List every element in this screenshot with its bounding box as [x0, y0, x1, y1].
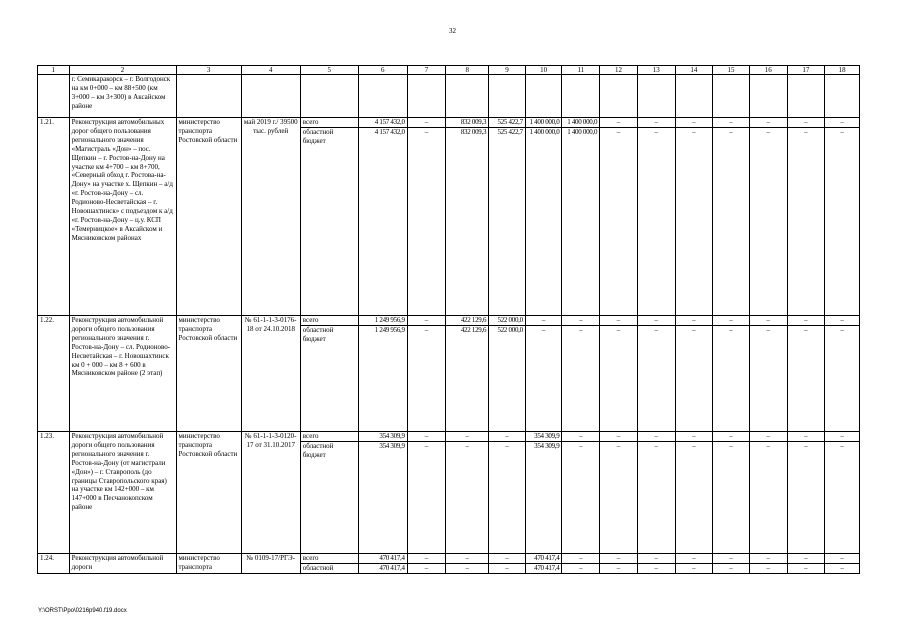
value-cell: –	[749, 432, 787, 442]
value-cell: –	[407, 554, 446, 564]
value-cell: 470 417,4	[525, 564, 562, 574]
value-cell: –	[713, 442, 750, 554]
row-name: Реконструкция автомобильных дорог общего пользования регионального значения «Магистраль «Дон» – пос. Щепкин – г. Ростов-на-Дону на участке км 4+700 – км 8+700, «Северный обход г. Ростова-на-Дону» на участке х. Щепкин – а/д «г. Ростов-на-Дону – сл. Родионово-Несветайская – г. Новошахтинск» с подъездом к а/д «г. Ростов-на-Дону – ц.у. КСП «Темерницкое» в Аксайском и Мясниковском районах	[69, 118, 176, 316]
funding-source: всего	[300, 432, 358, 442]
value-cell: –	[489, 432, 526, 442]
value-cell: 525 422,7	[489, 128, 526, 316]
value-cell: –	[562, 554, 600, 564]
value-cell: –	[600, 128, 638, 316]
value-cell: –	[749, 554, 787, 564]
value-cell: –	[825, 442, 860, 554]
column-number-2: 2	[69, 66, 176, 75]
row-name: Реконструкция автомобильной дороги общего пользования регионального значения г. Ростов-на-Дону – сл. Родионово-Несветайская – г. Новошахтинск км 0 + 000 – км 8 + 600 в Мясниковском районе (2 этап)	[69, 316, 176, 432]
value-cell: –	[562, 326, 600, 432]
value-cell: –	[787, 564, 825, 574]
value-cell: 354 309,9	[358, 442, 407, 554]
value-cell: –	[600, 564, 638, 574]
row-name: Реконструкция автомобильной дороги общего пользования регионального значения г. Ростов-на-Дону (от магистрали «Дон») – г. Ставрополь (до границы Ставропольского края) на участке км 142+000 – км 147+000 в Песчанокопском районе	[69, 432, 176, 554]
value-cell: –	[675, 432, 713, 442]
column-number-5: 5	[300, 66, 358, 75]
row-executor: министерство транспорта Ростовской области	[176, 118, 241, 316]
column-number-9: 9	[489, 66, 526, 75]
value-cell: –	[787, 326, 825, 432]
value-cell: –	[825, 326, 860, 432]
value-cell: 4 157 432,0	[358, 128, 407, 316]
value-cell: 470 417,4	[358, 554, 407, 564]
value-cell: 470 417,4	[525, 554, 562, 564]
value-cell: –	[600, 554, 638, 564]
funding-source: областной бюджет	[300, 128, 358, 316]
value-cell: –	[787, 432, 825, 442]
value-cell: –	[637, 442, 675, 554]
row-name: Реконструкция автомобильной дороги	[69, 554, 176, 574]
value-cell: –	[407, 432, 446, 442]
value-cell: –	[637, 564, 675, 574]
column-number-1: 1	[38, 66, 70, 75]
value-cell: 522 000,0	[489, 326, 526, 432]
value-cell: 832 009,3	[446, 118, 489, 128]
funding-source: всего	[300, 554, 358, 564]
value-cell: 1 400 000,0	[525, 128, 562, 316]
value-cell: 1 400 000,0	[525, 118, 562, 128]
value-cell: –	[787, 118, 825, 128]
value-cell: –	[749, 564, 787, 574]
value-cell: –	[675, 554, 713, 564]
column-number-18: 18	[825, 66, 860, 75]
value-cell: –	[675, 326, 713, 432]
continuation-row	[38, 75, 860, 118]
value-cell: –	[675, 128, 713, 316]
value-cell: –	[825, 554, 860, 564]
column-number-13: 13	[637, 66, 675, 75]
value-cell: –	[600, 432, 638, 442]
row-index: 1.24.	[38, 554, 70, 574]
value-cell: –	[407, 118, 446, 128]
column-number-6: 6	[358, 66, 407, 75]
index-cell	[38, 75, 70, 118]
name-cell: г. Семикаракорск – г. Волгодонск на км 0+000 – км 88+500 (км 3+000 – км 3+300) в Аксайском районе	[69, 75, 176, 118]
value-cell: 522 000,0	[489, 316, 526, 326]
value-cell: –	[600, 118, 638, 128]
value-cell: 470 417,4	[358, 564, 407, 574]
value-cell: –	[675, 564, 713, 574]
column-number-16: 16	[749, 66, 787, 75]
value-cell: –	[600, 442, 638, 554]
value-cell: –	[600, 316, 638, 326]
file-path-footer: Y:\ORST\Ppo\0216p940.f19.docx	[38, 608, 127, 614]
column-number-14: 14	[675, 66, 713, 75]
row-executor: министерство транспорта Ростовской области	[176, 432, 241, 554]
budget-table	[37, 65, 860, 574]
funding-source: областной бюджет	[300, 326, 358, 432]
row-document: май 2019 г./ 39500 тыс. рублей	[241, 118, 300, 316]
value-cell: –	[713, 316, 750, 326]
row-document: № 0109-17/РГЭ-	[241, 554, 300, 574]
row-executor: министерство транспорта Ростовской области	[176, 316, 241, 432]
value-cell: –	[407, 442, 446, 554]
row-index: 1.23.	[38, 432, 70, 554]
funding-source: областной	[300, 564, 358, 574]
value-cell: –	[562, 432, 600, 442]
row-index: 1.21.	[38, 118, 70, 316]
value-cell: –	[787, 316, 825, 326]
value-cell: –	[525, 326, 562, 432]
value-cell: –	[713, 118, 750, 128]
value-cell: –	[713, 432, 750, 442]
row-index: 1.22.	[38, 316, 70, 432]
value-cell: –	[446, 554, 489, 564]
column-number-4: 4	[241, 66, 300, 75]
value-cell: 1 249 956,9	[358, 326, 407, 432]
value-cell: 1 249 956,9	[358, 316, 407, 326]
value-cell: –	[407, 564, 446, 574]
value-cell: –	[713, 564, 750, 574]
value-cell: –	[749, 326, 787, 432]
value-cell: –	[446, 564, 489, 574]
value-cell: –	[787, 554, 825, 564]
funding-source: всего	[300, 316, 358, 326]
row-document: № 61-1-1-3-0120-17 от 31.10.2017	[241, 432, 300, 554]
value-cell: –	[407, 316, 446, 326]
value-cell: –	[825, 316, 860, 326]
value-cell: 422 129,6	[446, 326, 489, 432]
value-cell: –	[525, 316, 562, 326]
row-document: № 61-1-1-3-0176-18 от 24.10.2018	[241, 316, 300, 432]
value-cell: 4 157 432,0	[358, 118, 407, 128]
value-cell: –	[637, 118, 675, 128]
value-cell: –	[446, 432, 489, 442]
page-number: 32	[449, 27, 456, 35]
value-cell: 1 400 000,0	[562, 128, 600, 316]
value-cell: –	[749, 128, 787, 316]
value-cell: –	[637, 326, 675, 432]
funding-source: всего	[300, 118, 358, 128]
value-cell: –	[825, 118, 860, 128]
value-cell: –	[562, 316, 600, 326]
value-cell: –	[489, 442, 526, 554]
value-cell: –	[675, 316, 713, 326]
value-cell: 354 309,9	[358, 432, 407, 442]
value-cell: –	[562, 442, 600, 554]
row-executor: министерство транспорта	[176, 554, 241, 574]
value-cell: –	[562, 564, 600, 574]
value-cell: –	[446, 442, 489, 554]
value-cell: 525 422,7	[489, 118, 526, 128]
value-cell: –	[600, 326, 638, 432]
value-cell: –	[787, 128, 825, 316]
column-number-row	[38, 66, 860, 75]
column-number-15: 15	[713, 66, 750, 75]
column-number-10: 10	[525, 66, 562, 75]
value-cell: 354 309,9	[525, 442, 562, 554]
value-cell: –	[713, 554, 750, 564]
table-row	[38, 432, 860, 442]
value-cell: 354 309,9	[525, 432, 562, 442]
value-cell: –	[825, 564, 860, 574]
value-cell: –	[675, 118, 713, 128]
column-number-3: 3	[176, 66, 241, 75]
value-cell: –	[637, 128, 675, 316]
value-cell: –	[713, 326, 750, 432]
column-number-12: 12	[600, 66, 638, 75]
column-number-7: 7	[407, 66, 446, 75]
table-row	[38, 554, 860, 564]
value-cell: –	[489, 554, 526, 564]
value-cell: –	[825, 432, 860, 442]
value-cell: –	[749, 118, 787, 128]
value-cell: 1 400 000,0	[562, 118, 600, 128]
value-cell: –	[675, 442, 713, 554]
table-row	[38, 118, 860, 128]
funding-source: областной бюджет	[300, 442, 358, 554]
value-cell: 832 009,3	[446, 128, 489, 316]
column-number-11: 11	[562, 66, 600, 75]
value-cell: –	[637, 316, 675, 326]
column-number-8: 8	[446, 66, 489, 75]
value-cell: –	[787, 442, 825, 554]
value-cell: 422 129,6	[446, 316, 489, 326]
value-cell: –	[407, 326, 446, 432]
value-cell: –	[407, 128, 446, 316]
column-number-17: 17	[787, 66, 825, 75]
value-cell: –	[749, 316, 787, 326]
value-cell: –	[637, 554, 675, 564]
value-cell: –	[489, 564, 526, 574]
value-cell: –	[825, 128, 860, 316]
value-cell: –	[749, 442, 787, 554]
value-cell: –	[713, 128, 750, 316]
table-row	[38, 316, 860, 326]
value-cell: –	[637, 432, 675, 442]
